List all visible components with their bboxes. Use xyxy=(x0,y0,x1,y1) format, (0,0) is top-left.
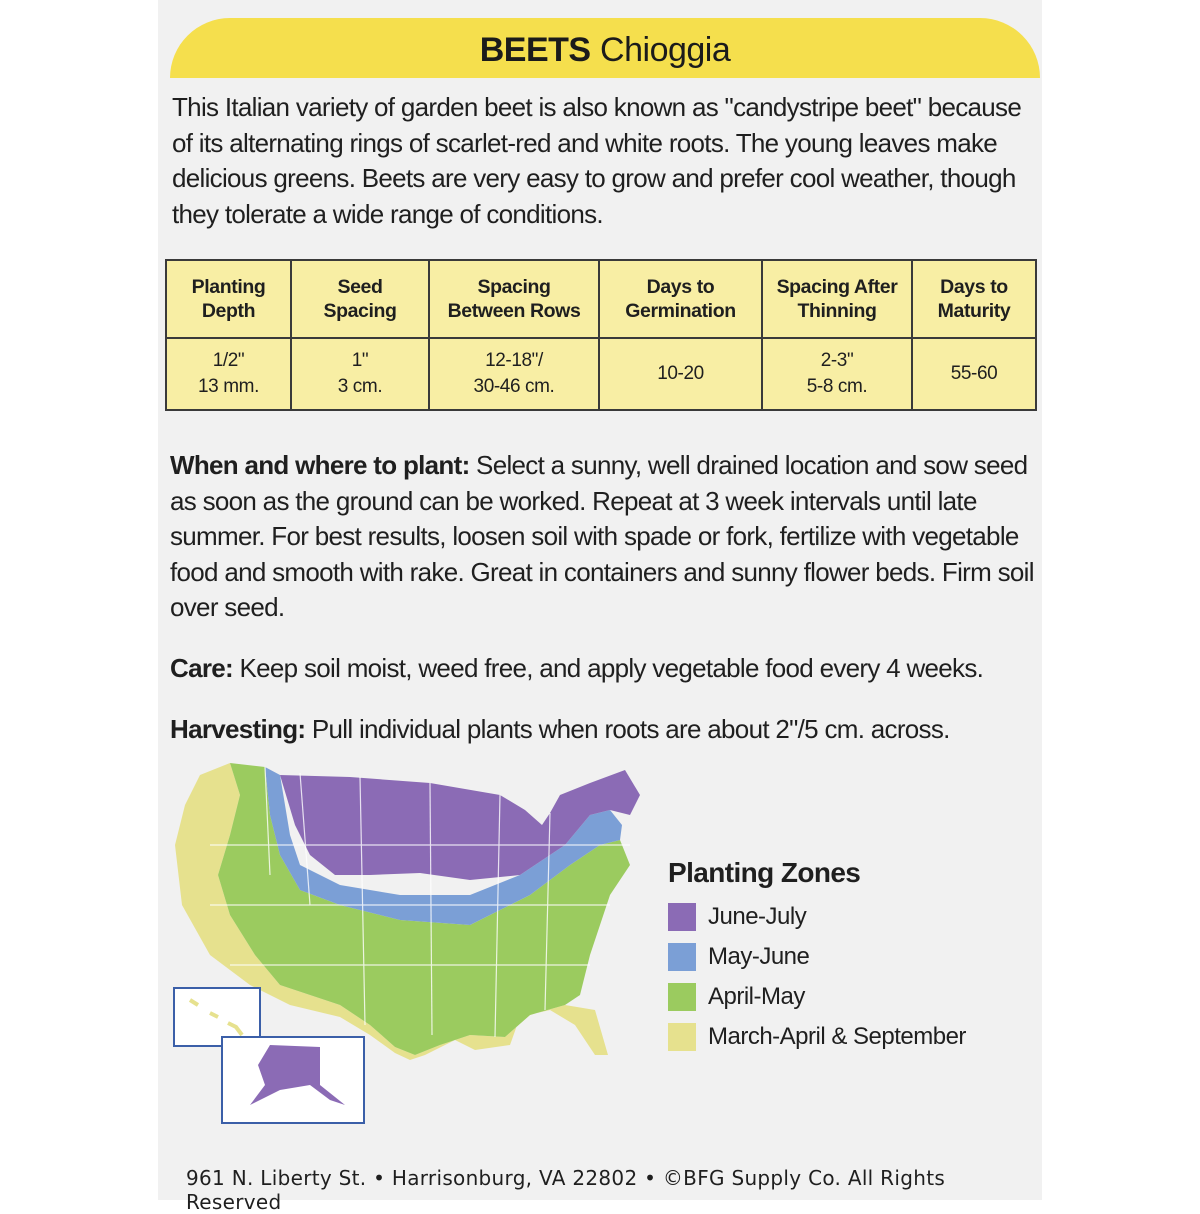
value-seed-spacing: 1" 3 cm. xyxy=(291,338,429,410)
care-text: Keep soil moist, weed free, and apply vegetable food every 4 weeks. xyxy=(232,653,984,683)
value-planting-depth: 1/2" 13 mm. xyxy=(166,338,291,410)
legend-swatch-blue xyxy=(668,943,696,971)
us-map-graphic xyxy=(170,755,640,1125)
value-days-to-maturity: 55-60 xyxy=(912,338,1036,410)
title-variety-type: BEETS xyxy=(479,31,591,69)
when-where-label: When and where to plant: xyxy=(170,450,470,480)
legend-swatch-green xyxy=(668,983,696,1011)
legend-swatch-purple xyxy=(668,903,696,931)
harvesting-section xyxy=(170,712,1036,748)
table-header-row xyxy=(166,260,1036,338)
legend-item xyxy=(668,937,1028,977)
header-planting-depth: Planting Depth xyxy=(166,260,291,338)
legend-item xyxy=(668,897,1028,937)
harvesting-text: Pull individual plants when roots are about 2"/5 cm. across. xyxy=(305,714,950,744)
legend-swatch-yellow xyxy=(668,1023,696,1051)
legend-label: March-April & September xyxy=(708,1023,966,1050)
value-days-to-germination: 10-20 xyxy=(599,338,762,410)
planting-zones-legend xyxy=(668,857,1028,1057)
legend-label: June-July xyxy=(708,903,807,930)
value-spacing-after-thinning: 2-3" 5-8 cm. xyxy=(762,338,912,410)
table-row xyxy=(166,338,1036,410)
header-days-to-maturity: Days to Maturity xyxy=(912,260,1036,338)
legend-label: May-June xyxy=(708,943,810,970)
legend-title: Planting Zones xyxy=(668,857,861,888)
care-label: Care: xyxy=(170,653,233,683)
planting-info-table xyxy=(165,259,1037,411)
value-spacing-between-rows: 12-18"/ 30-46 cm. xyxy=(429,338,599,410)
title-banner xyxy=(170,18,1040,78)
legend-label: April-May xyxy=(708,983,805,1010)
header-days-to-germination: Days to Germination xyxy=(599,260,762,338)
title-variety-name: Chioggia xyxy=(600,31,731,69)
planting-zone-map xyxy=(170,755,640,1125)
header-spacing-between-rows: Spacing Between Rows xyxy=(429,260,599,338)
when-where-section xyxy=(170,448,1036,626)
footer-address: 961 N. Liberty St. • Harrisonburg, VA 22802 • ©BFG Supply Co. All Rights Reserved xyxy=(186,1166,946,1214)
legend-item xyxy=(668,1017,1028,1057)
legend-item xyxy=(668,977,1028,1017)
intro-description: This Italian variety of garden beet is also known as "candystripe beet" because of its alternating rings of scarlet-red and white roots. The young leaves make delicious greens. Beets are very easy to grow and prefer cool weather, though they tolerate a wide range of conditions. xyxy=(172,92,1022,229)
when-where-text: Select a sunny, well drained location and sow seed as soon as the ground can be worked. Repeat at 3 week intervals until late summer. For best results, loosen soil with spade or fork, fertilize with vegetable food and smooth with rake. Great in containers and sunny flower beds. Firm soil over seed. xyxy=(170,450,1034,622)
harvesting-label: Harvesting: xyxy=(170,714,306,744)
header-seed-spacing: Seed Spacing xyxy=(291,260,429,338)
care-section xyxy=(170,651,1036,687)
header-spacing-after-thinning: Spacing After Thinning xyxy=(762,260,912,338)
